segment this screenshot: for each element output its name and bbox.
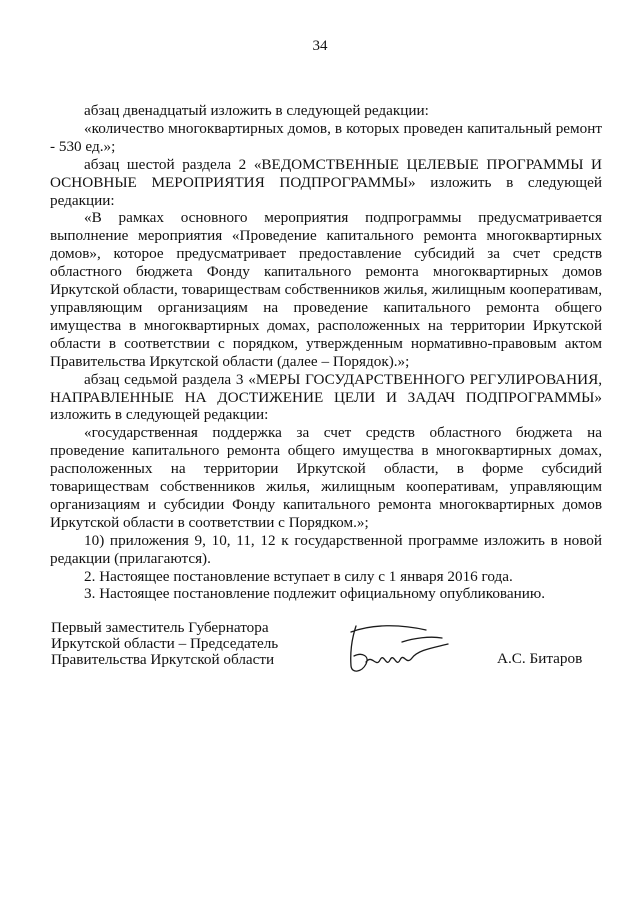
paragraph: абзац седьмой раздела 3 «МЕРЫ ГОСУДАРСТВЕННОГО РЕГУЛИРОВАНИЯ, НАПРАВЛЕННЫЕ НА ДОСТИЖЕНИЕ ЦЕЛИ И ЗАДАЧ ПОДПРОГРАММЫ» изложить в следующей редакции:	[50, 370, 602, 424]
signatory-title-line: Иркутской области – Председатель	[51, 635, 279, 652]
document-body	[50, 102, 602, 603]
paragraph: 2. Настоящее постановление вступает в силу с 1 января 2016 года.	[84, 567, 513, 585]
page-number: 34	[312, 38, 328, 54]
paragraph: «государственная поддержка за счет средств областного бюджета на проведение капитального ремонта общего имущества в многоквартирных домах, расположенных на территории Иркутской области, в форме субсидий товариществам собственников жилья, жилищным кооперативам, управляющим организациям и субсидии Фонду капитального ремонта многоквартирных домов Иркутской области в соответствии с Порядком.»;	[50, 424, 602, 531]
paragraph: абзац двенадцатый изложить в следующей редакции:	[84, 102, 429, 119]
paragraph: абзац шестой раздела 2 «ВЕДОМСТВЕННЫЕ ЦЕЛЕВЫЕ ПРОГРАММЫ И ОСНОВНЫЕ МЕРОПРИЯТИЯ ПОДПРОГРАММЫ» изложить в следующей редакции:	[50, 155, 602, 209]
signer-name: А.С. Битаров	[497, 650, 583, 667]
paragraph: «В рамках основного мероприятия подпрограммы предусматривается выполнение мероприятия «Проведение капитального ремонта многоквартирных домов», которое предусматривает предоставление субсидий за счет средств областного бюджета Фонду капитального ремонта многоквартирных домов Иркутской области, товариществам собственников жилья, жилищным кооперативам, управляющим организациям на проведение капитального ремонта общего имущества в многоквартирных домах, расположенных на территории Иркутской области в соответствии с порядком, утвержденным нормативно-правовым актом Правительства Иркутской области (далее – Порядок).»;	[50, 209, 602, 370]
paragraph: «количество многоквартирных домов, в которых проведен капитальный ремонт - 530 ед.»;	[50, 119, 602, 155]
signatory-title-line: Правительства Иркутской области	[51, 651, 275, 668]
signatory-title-line: Первый заместитель Губернатора	[51, 619, 269, 636]
paragraph: 10) приложения 9, 10, 11, 12 к государственной программе изложить в новой редакции (прилагаются).	[50, 531, 602, 567]
signatory-title	[51, 620, 278, 668]
paragraph: 3. Настоящее постановление подлежит официальному опубликованию.	[84, 585, 546, 603]
handwritten-signature	[342, 618, 452, 678]
